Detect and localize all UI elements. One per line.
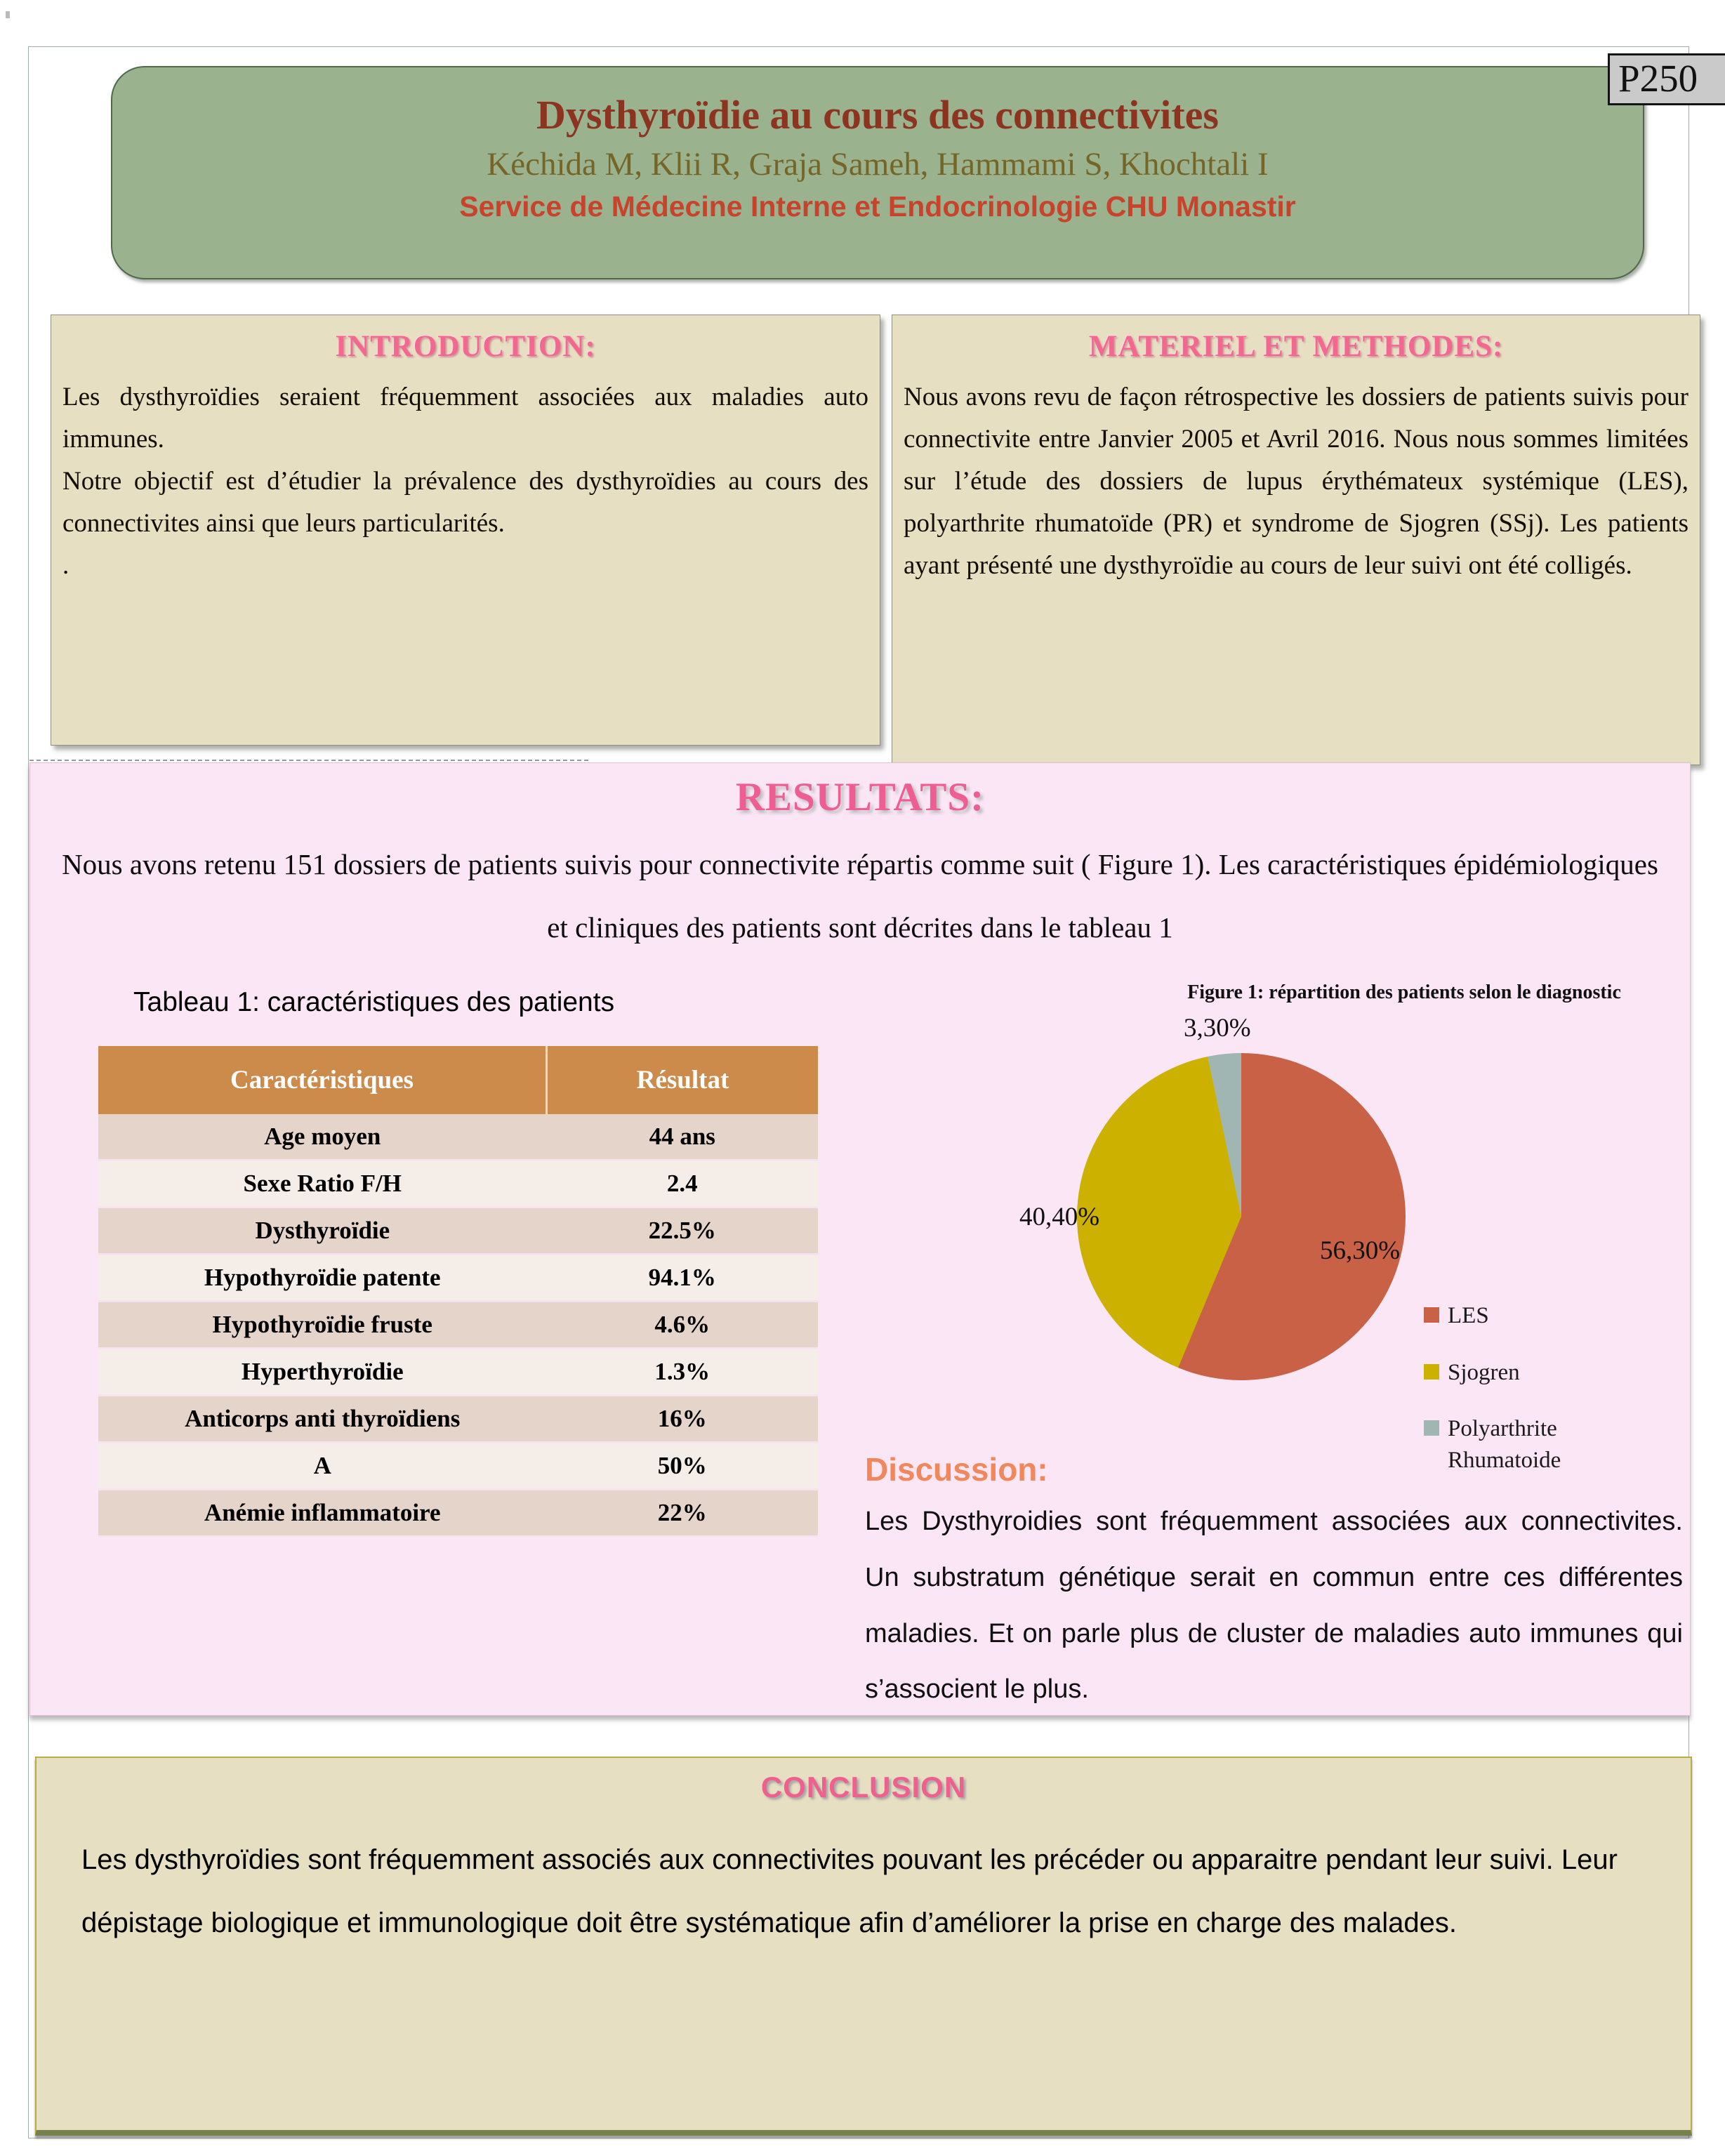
table-cell: 1.3% [547,1349,819,1396]
legend-item [1424,1413,1655,1476]
characteristics-table [98,1046,818,1537]
poster-affiliation: Service de Médecine Interne et Endocrinologie CHU Monastir [459,190,1296,223]
legend-label: Sjogren [1448,1359,1520,1385]
table-row [98,1490,818,1537]
table-cell: Hypothyroïdie patente [98,1255,547,1302]
table-cell: 94.1% [547,1255,819,1302]
table-row [98,1443,818,1490]
conclusion-heading: CONCLUSION [760,1771,967,1804]
conclusion-section [35,1757,1692,2136]
discussion-body: Les Dysthyroidies sont fréquemment associées aux connectivites. Un substratum génétique serait en commun entre ces différentes maladies. Et on parle plus de cluster de maladies auto immunes qui s’associent le plus. [865,1507,1683,1705]
table-cell: 44 ans [547,1114,819,1160]
table-cell: Hypothyroïdie fruste [98,1302,547,1349]
table-row [98,1349,818,1396]
table-row [98,1114,818,1160]
introduction-heading: INTRODUCTION: [335,330,596,363]
table-cell: 50% [547,1443,819,1490]
divider-dashed-line [29,760,588,761]
conclusion-body: Les dysthyroïdies sont fréquemment associés aux connectivites pouvant les précéder ou apparaitre pendant leur suivi. Leur dépistage biologique et immunologique doit être systématique afin d’améliorer la prise en charge des malades. [81,1844,1618,1938]
scan-artifact-dot [6,11,10,18]
table-cell: 22% [547,1490,819,1537]
table-row [98,1160,818,1208]
introduction-paragraph: . [62,550,70,580]
legend-label: Polyarthrite Rhumatoide [1448,1416,1561,1473]
methods-paragraph: Nous avons revu de façon rétrospective les dossiers de patients suivis pour connectivite entre Janvier 2005 et Avril 2016. Nous nous sommes limitées sur l’étude des dossiers de lupus érythémateux systémique (LES), polyarthrite rhumatoïde (PR) et syndrome de Sjogren (SSj). Les patients ayant présenté une dysthyroïdie au cours de leur suivi ont été colligés. [904,383,1688,580]
table-cell: Anticorps anti thyroïdiens [98,1396,547,1443]
table-cell: Dysthyroïdie [98,1208,547,1255]
introduction-section [51,315,880,746]
legend-swatch-icon [1424,1364,1439,1380]
table-cell: 4.6% [547,1302,819,1349]
methods-section [892,315,1700,765]
table-cell: Age moyen [98,1114,547,1160]
legend-swatch-icon [1424,1307,1439,1323]
legend-item [1424,1300,1655,1332]
table-row [98,1302,818,1349]
pie-chart [1077,1053,1406,1380]
legend-swatch-icon [1424,1420,1439,1436]
table-row [98,1208,818,1255]
table-cell: Hyperthyroïdie [98,1349,547,1396]
methods-heading: MATERIEL ET METHODES: [1088,330,1504,363]
legend-item [1424,1357,1655,1389]
figure-title: Figure 1: répartition des patients selon le diagnostic [1187,981,1621,1003]
discussion-heading: Discussion: [865,1451,1048,1488]
table-cell: 16% [547,1396,819,1443]
legend-label: LES [1448,1303,1489,1328]
table-header-resultat: Résultat [547,1046,819,1114]
table-title: Tableau 1: caractéristiques des patients [133,987,615,1017]
table-row [98,1255,818,1302]
results-intro-text: Nous avons retenu 151 dossiers de patients suivis pour connectivite répartis comme suit ( Figure 1). Les caractéristiques épidémiologiques et cliniques des patients sont décrites dans le tableau 1 [62,848,1658,944]
results-heading: RESULTATS: [735,775,985,819]
table-header-caracteristiques: Caractéristiques [98,1046,547,1114]
table-row [98,1396,818,1443]
table-cell: Anémie inflammatoire [98,1490,547,1537]
pie-legend [1424,1300,1655,1501]
introduction-body [51,364,880,587]
poster-number-badge: P250 [1608,53,1725,105]
introduction-paragraph: Notre objectif est d’étudier la prévalence des dysthyroïdies au cours des connectivites ainsi que leurs particularités. [62,466,868,538]
table-cell: Sexe Ratio F/H [98,1160,547,1208]
table-cell: 2.4 [547,1160,819,1208]
poster-header-banner [111,66,1644,279]
table-cell: 22.5% [547,1208,819,1255]
pie-value-label-les: 56,30% [1320,1236,1401,1265]
table-cell: A [98,1443,547,1490]
methods-body [892,364,1700,587]
pie-value-label-sjogren: 40,40% [1019,1203,1100,1231]
table-header-row [98,1046,818,1114]
pie-value-label-polyarthrite: 3,30% [1184,1014,1251,1043]
poster-authors: Kéchida M, Klii R, Graja Sameh, Hammami S, Khochtali I [487,146,1269,183]
poster-title: Dysthyroïdie au cours des connectivites [536,92,1219,138]
introduction-paragraph: Les dysthyroïdies seraient fréquemment associées aux maladies auto immunes. [62,383,868,454]
